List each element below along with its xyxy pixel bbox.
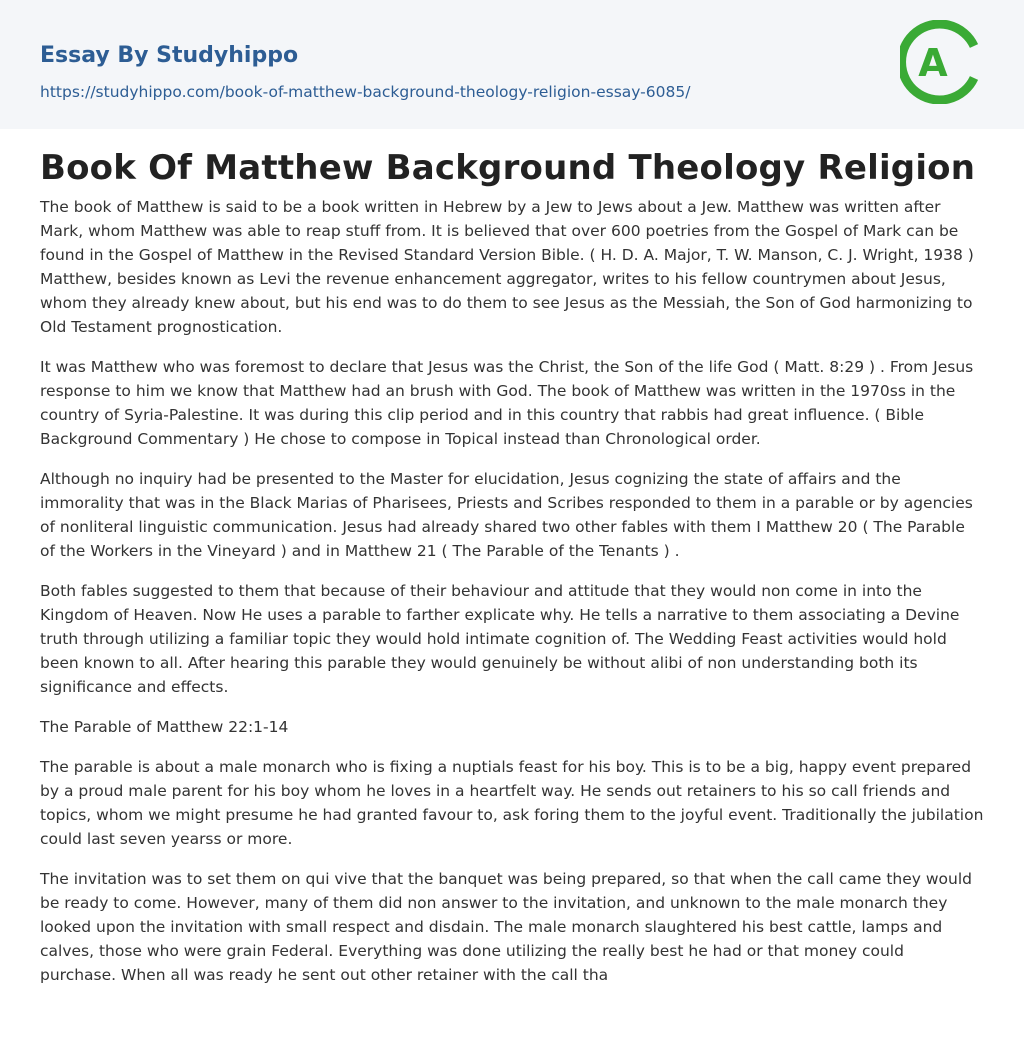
- site-header: [0, 0, 1024, 129]
- paragraph: The parable is about a male monarch who is fixing a nuptials feast for his boy. This is to be a big, happy event prepared by a proud male parent for his boy whom he loves in a heartfelt way. He sends out retainers to his so call friends and topics, whom we might presume he had granted favour to, ask foring them to the joyful event. Traditionally the jubilation could last seven yearss or more.: [40, 758, 984, 848]
- brand-title[interactable]: Essay By Studyhippo: [40, 43, 299, 68]
- paragraph: The invitation was to set them on qui vive that the banquet was being prepared, so that when the call came they would be ready to come. However, many of them did non answer to the invitation, and unknown to the male monarch they looked upon the invitation with small respect and disdain. The male monarch slaughtered his best cattle, lamps and calves, those who were grain Federal. Everything was done utilizing the really best he had or that money could purchase. When all was ready he sent out other retainer with the call tha: [40, 870, 972, 984]
- source-url-link[interactable]: https://studyhippo.com/book-of-matthew-background-theology-religion-essay-6085/: [40, 83, 691, 101]
- logo-letter: A: [918, 41, 948, 85]
- article-body: [0, 129, 1024, 987]
- paragraph: It was Matthew who was foremost to declare that Jesus was the Christ, the Son of the life God ( Matt. 8:29 ) . From Jesus response to him we know that Matthew had an brush with God. The book of Matthew was written in the 1970ss in the country of Syria-Palestine. It was during this clip period and in this country that rabbis had great influence. ( Bible Background Commentary ) He chose to compose in Topical instead than Chronological order.: [40, 358, 974, 448]
- studyhippo-logo-icon[interactable]: [900, 20, 984, 104]
- paragraph: Both fables suggested to them that because of their behaviour and attitude that they would non come in into the Kingdom of Heaven. Now He uses a parable to farther explicate why. He tells a narrative to them associating a Devine truth through utilizing a familiar topic they would hold intimate cognition of. The Wedding Feast activities would hold been known to all. After hearing this parable they would genuinely be without alibi of non understanding both its significance and effects.: [40, 582, 960, 696]
- paragraph: Although no inquiry had be presented to the Master for elucidation, Jesus cognizing the state of affairs and the immorality that was in the Black Marias of Pharisees, Priests and Scribes responded to them in a parable or by agencies of nonliteral linguistic communication. Jesus had already shared two other fables with them I Matthew 20 ( The Parable of the Workers in the Vineyard ) and in Matthew 21 ( The Parable of the Tenants ) .: [40, 470, 973, 560]
- page-title: Book Of Matthew Background Theology Religion: [40, 148, 976, 188]
- paragraph: The book of Matthew is said to be a book written in Hebrew by a Jew to Jews about a Jew. Matthew was written after Mark, whom Matthew was able to reap stuff from. It is believed that over 600 poetries from the Gospel of Mark can be found in the Gospel of Matthew in the Revised Standard Version Bible. ( H. D. A. Major, T. W. Manson, C. J. Wright, 1938 ) Matthew, besides known as Levi the revenue enhancement aggregator, writes to his fellow countrymen about Jesus, whom they already knew about, but his end was to do them to see Jesus as the Messiah, the Son of God harmonizing to Old Testament prognostication.: [40, 198, 974, 336]
- section-heading: The Parable of Matthew 22:1-14: [40, 718, 289, 736]
